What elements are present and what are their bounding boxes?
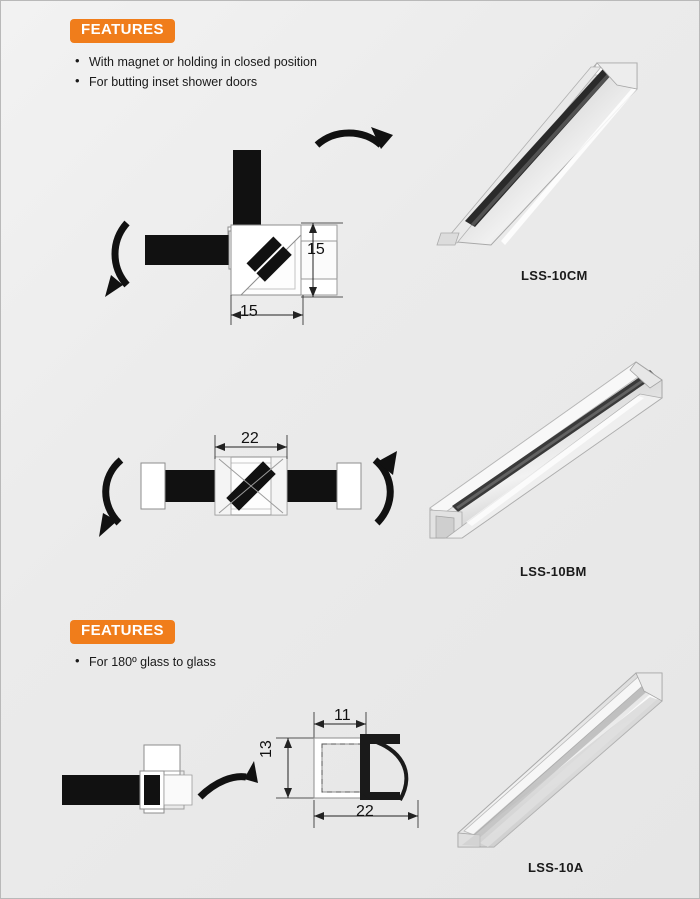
product-label-lss-10bm: LSS-10BM bbox=[520, 564, 587, 579]
dimension-cm-vertical: 15 bbox=[307, 241, 325, 258]
dimension-bm-horizontal: 22 bbox=[241, 430, 259, 447]
diagram-lss-10cm bbox=[85, 105, 395, 335]
dimension-a-left: 13 bbox=[258, 740, 275, 758]
features-badge-1: FEATURES bbox=[70, 19, 175, 43]
feature-bullet-2-1: • For 180º glass to glass bbox=[75, 652, 216, 672]
page-border-top bbox=[0, 0, 700, 1]
product-photo-lss-10a bbox=[440, 655, 675, 855]
feature-bullets-1 bbox=[75, 52, 317, 92]
diagram-180-glass bbox=[40, 725, 260, 840]
page-border-left bbox=[0, 0, 1, 899]
features-badge-2: FEATURES bbox=[70, 620, 175, 644]
product-label-lss-10cm: LSS-10CM bbox=[521, 268, 588, 283]
feature-bullet-1-2: • For butting inset shower doors bbox=[75, 72, 317, 92]
dimension-cm-horizontal: 15 bbox=[240, 303, 258, 320]
product-label-lss-10a: LSS-10A bbox=[528, 860, 584, 875]
product-photo-lss-10bm bbox=[400, 340, 675, 555]
feature-bullet-1-1: • With magnet or holding in closed position bbox=[75, 52, 317, 72]
feature-bullets-2 bbox=[75, 652, 216, 672]
product-photo-lss-10cm bbox=[405, 45, 670, 260]
dimension-a-bottom: 22 bbox=[356, 803, 374, 820]
dimension-a-top: 11 bbox=[334, 707, 351, 724]
